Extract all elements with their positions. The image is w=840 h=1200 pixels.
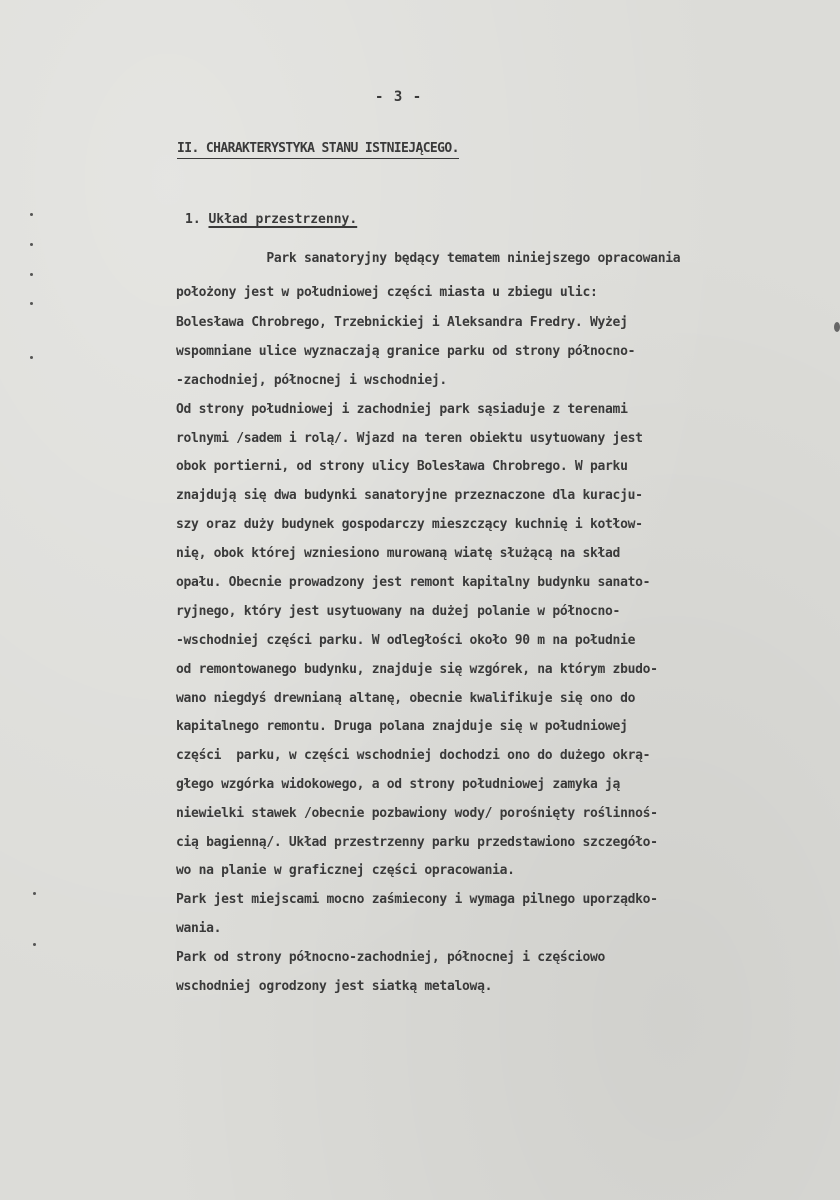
body-line: Od strony południowej i zachodniej park sąsiaduje z terenami bbox=[176, 402, 628, 417]
body-line: Bolesława Chrobrego, Trzebnickiej i Aleksandra Fredry. Wyżej bbox=[176, 315, 628, 330]
body-line: opału. Obecnie prowadzony jest remont kapitalny budynku sanato- bbox=[176, 575, 651, 590]
section-heading: II. CHARAKTERYSTYKA STANU ISTNIEJĄCEGO. bbox=[177, 141, 459, 159]
margin-dot bbox=[30, 213, 33, 216]
body-line: znajdują się dwa budynki sanatoryjne przeznaczone dla kuracju- bbox=[176, 488, 643, 503]
subsection-heading bbox=[185, 212, 357, 227]
body-line: ryjnego, który jest usytuowany na dużej polanie w północno- bbox=[176, 604, 621, 619]
body-line: rolnymi /sadem i rolą/. Wjazd na teren obiektu usytuowany jest bbox=[176, 431, 643, 446]
body-line: części parku, w części wschodniej dochodzi ono do dużego okrą- bbox=[176, 748, 651, 763]
body-line: wania. bbox=[176, 921, 222, 936]
body-line: Park od strony północno-zachodniej, północnej i częściowo bbox=[176, 950, 606, 965]
body-line: Park jest miejscami mocno zaśmiecony i wymaga pilnego uporządko- bbox=[176, 892, 658, 907]
body-line: od remontowanego budynku, znajduje się wzgórek, na którym zbudo- bbox=[176, 662, 658, 677]
body-line: Park sanatoryjny będący tematem niniejszego opracowania bbox=[176, 251, 681, 266]
margin-dot bbox=[30, 356, 33, 359]
body-line: obok portierni, od strony ulicy Bolesława Chrobrego. W parku bbox=[176, 459, 628, 474]
body-line: wo na planie w graficznej części opracowania. bbox=[176, 863, 515, 878]
body-line: -zachodniej, północnej i wschodniej. bbox=[176, 373, 447, 388]
body-line: kapitalnego remontu. Druga polana znajduje się w południowej bbox=[176, 719, 628, 734]
page-number: - 3 - bbox=[375, 89, 423, 105]
body-line: wano niegdyś drewnianą altanę, obecnie kwalifikuje się ono do bbox=[176, 691, 636, 706]
body-line: położony jest w południowej części miasta u zbiegu ulic: bbox=[176, 285, 598, 300]
subsection-number: 1. bbox=[185, 212, 209, 227]
body-line: szy oraz duży budynek gospodarczy mieszczący kuchnię i kotłow- bbox=[176, 517, 643, 532]
body-line: wspomniane ulice wyznaczają granice parku od strony północno- bbox=[176, 344, 636, 359]
body-line: głego wzgórka widokowego, a od strony południowej zamyka ją bbox=[176, 777, 621, 792]
body-line: wschodniej ogrodzony jest siatką metalową. bbox=[176, 979, 493, 994]
body-line: cią bagienną/. Układ przestrzenny parku przedstawiono szczegóło- bbox=[176, 835, 658, 850]
margin-dot bbox=[30, 243, 33, 246]
margin-dot bbox=[30, 273, 33, 276]
margin-blot bbox=[834, 322, 840, 332]
margin-dot bbox=[30, 302, 33, 305]
body-line: niewielki stawek /obecnie pozbawiony wody/ porośnięty roślinnoś- bbox=[176, 806, 658, 821]
margin-dot bbox=[33, 892, 36, 895]
body-line: nię, obok której wzniesiono murowaną wiatę służącą na skład bbox=[176, 546, 621, 561]
margin-dot bbox=[33, 943, 36, 946]
subsection-title: Układ przestrzenny. bbox=[208, 212, 358, 227]
body-line: -wschodniej części parku. W odległości około 90 m na południe bbox=[176, 633, 636, 648]
